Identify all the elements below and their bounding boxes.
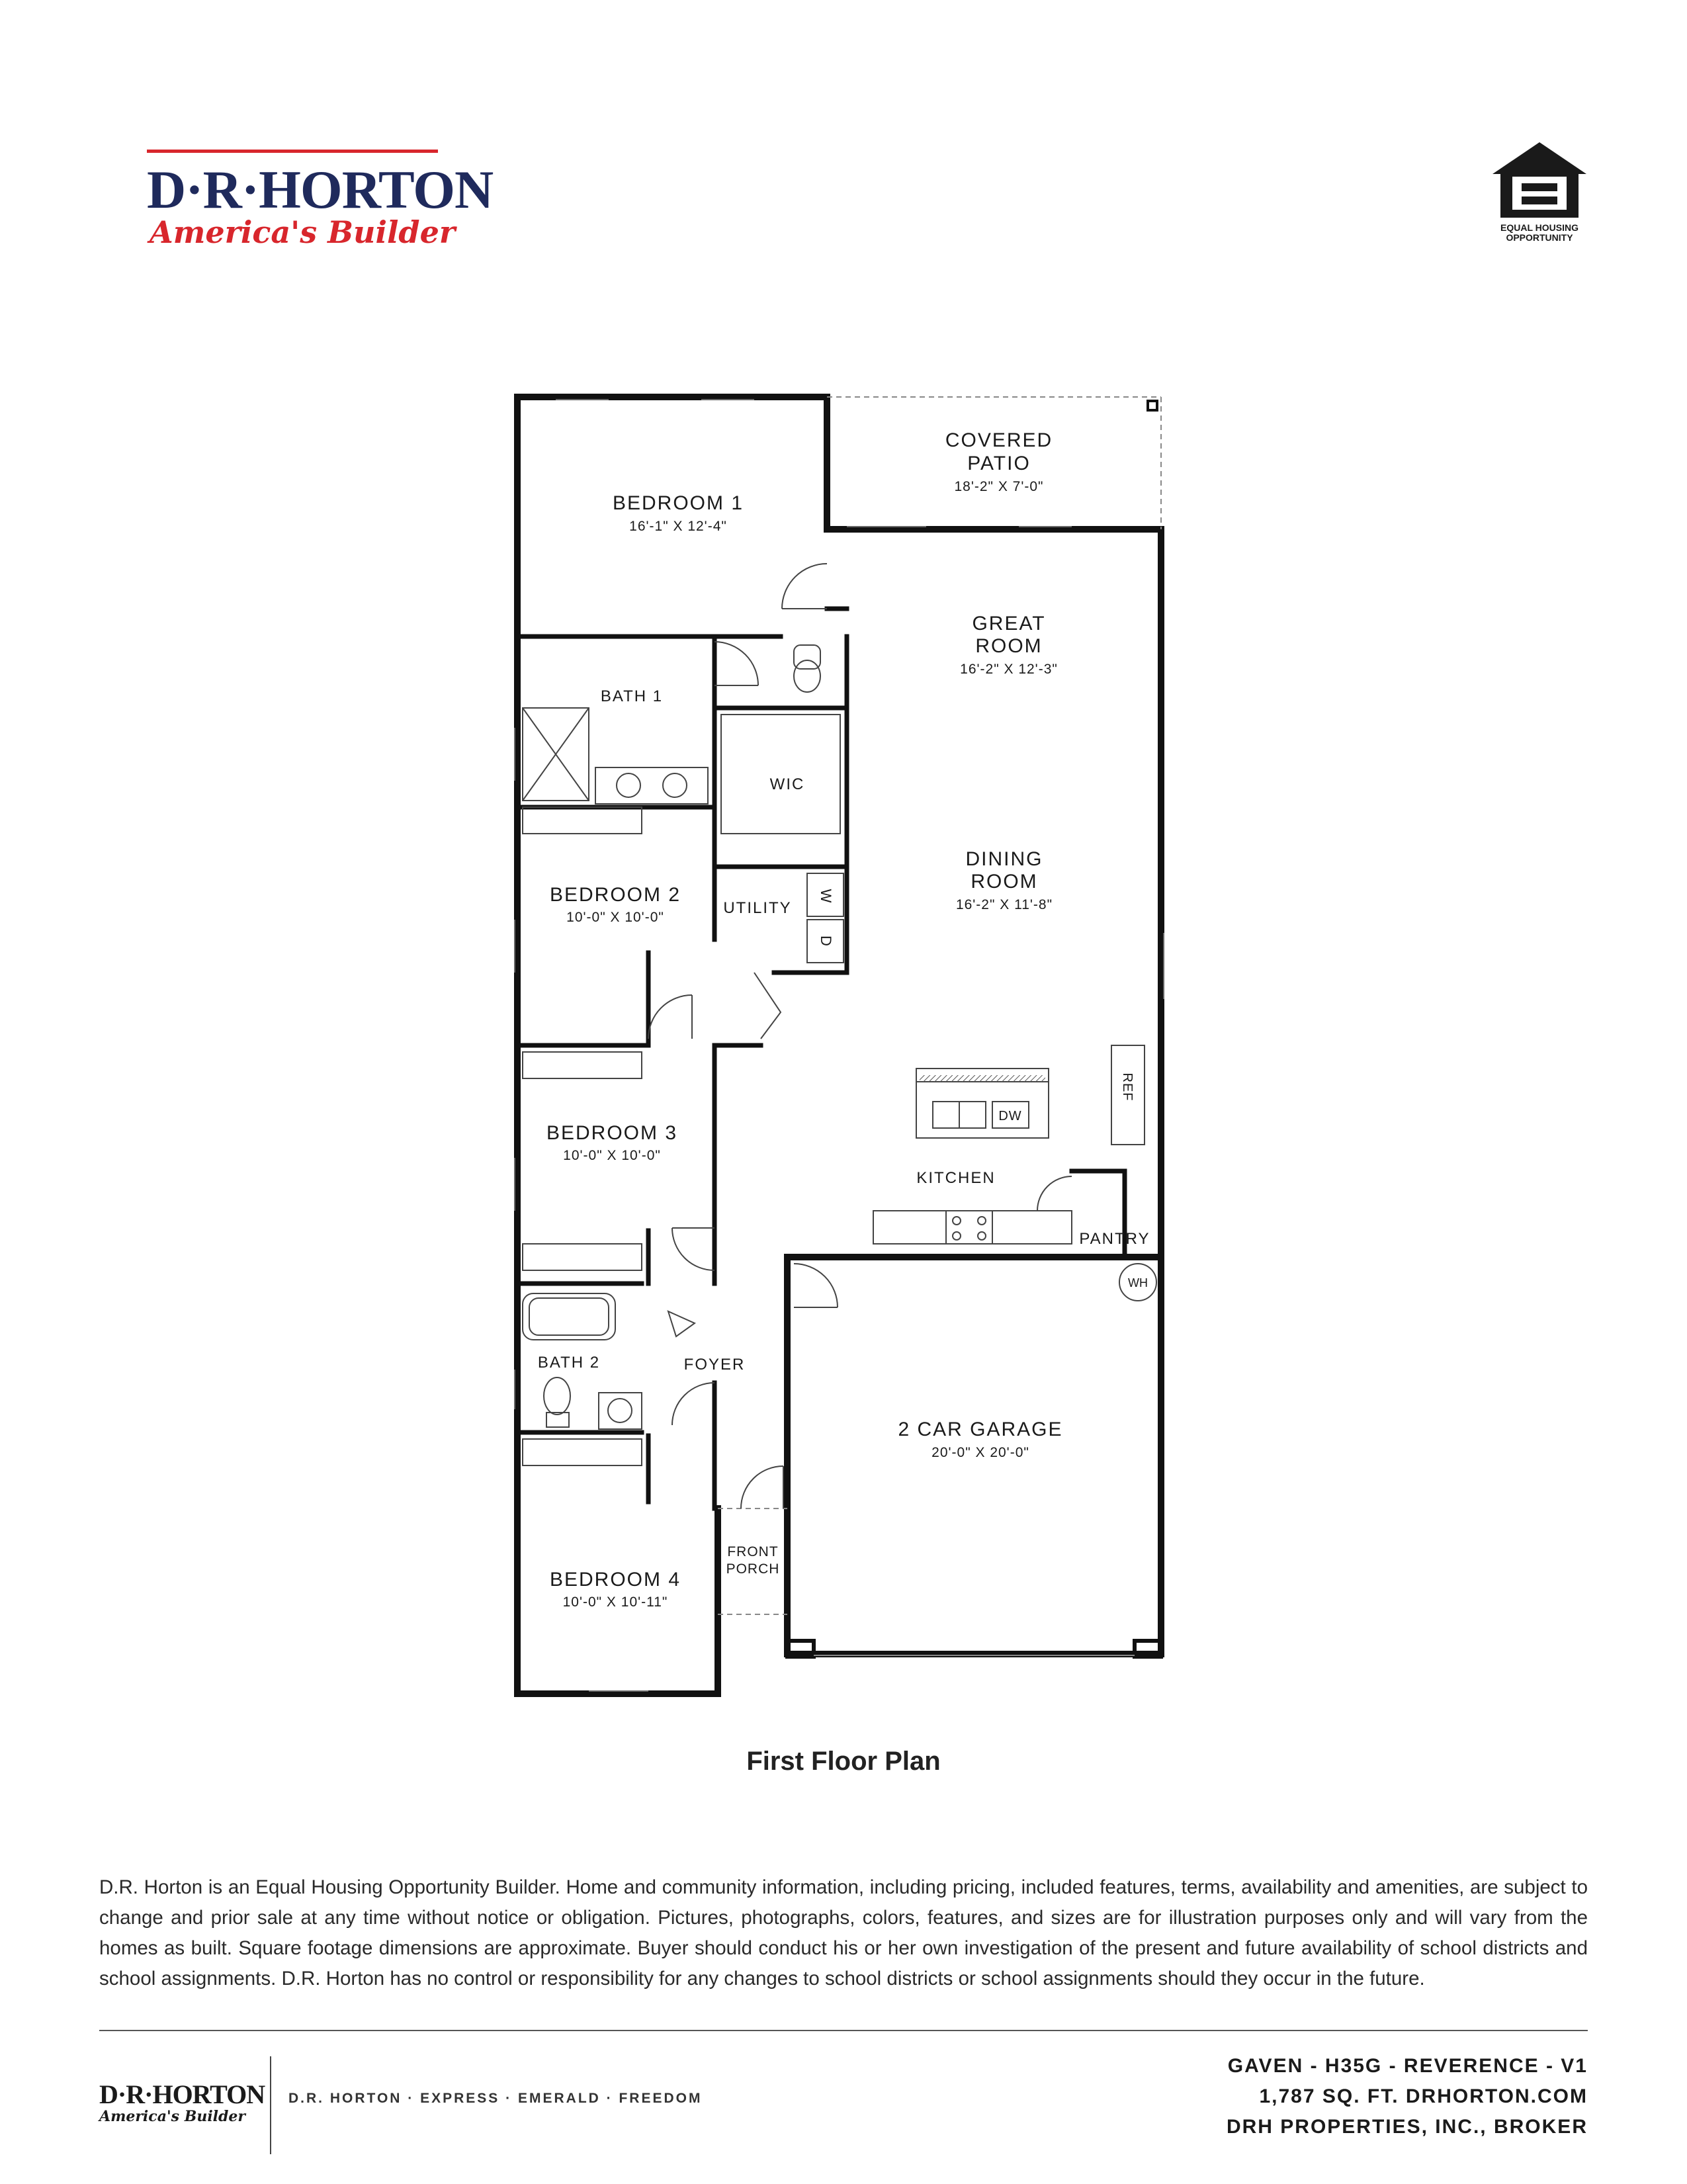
garage-label: 2 CAR GARAGE [898, 1419, 1063, 1440]
bedroom1-label: BEDROOM 1 [612, 492, 744, 514]
footer-logo-tagline: America's Builder [99, 2108, 245, 2125]
equal-housing-caption-2: OPPORTUNITY [1506, 232, 1573, 243]
pantry-label: PANTRY [1079, 1230, 1150, 1248]
footer-plan-info [1227, 2051, 1588, 2142]
drhorton-logo [147, 150, 494, 255]
footer-logo-brand-text: D·R·HORTON [99, 2079, 265, 2109]
garage-size: 20'-0" X 20'-0" [931, 1445, 1029, 1460]
bedroom3-label: BEDROOM 3 [546, 1122, 678, 1144]
covered-patio-label-1: COVERED [945, 429, 1053, 451]
plan-title: First Floor Plan [746, 1747, 941, 1776]
interior-walls [517, 609, 1125, 1508]
footer-plan-line: GAVEN - H35G - REVERENCE - V1 [1227, 2055, 1588, 2077]
utility-label: UTILITY [723, 899, 792, 917]
island-raised-bar [920, 1075, 1045, 1082]
patio-post [1148, 401, 1157, 410]
bedroom3-closet [523, 1052, 642, 1078]
refrigerator-label: REF [1120, 1072, 1135, 1102]
footer-brand-list: D.R. HORTON · EXPRESS · EMERALD · FREEDOM [288, 2091, 703, 2106]
legal-disclaimer: D.R. Horton is an Equal Housing Opportunity Builder. Home and community information, including pricing, included features, terms, availability and amenities, are subject to change and prior sale at any time without notice or obligation. Pictures, photographs, colors, features, and sizes are for illustration purposes only and will vary from the homes as built. Square footage dimensions are approximate. Buyer should conduct his or her own investigation of the present and future availability of school districts and school assignments. D.R. Horton has no control or responsibility for any changes to school districts or school assignments should they occur in the future. [99, 1876, 1588, 1989]
footer-divider [99, 2030, 1588, 2031]
logo-tagline: America's Builder [150, 214, 456, 250]
footer-broker-line: DRH PROPERTIES, INC., BROKER [1226, 2116, 1588, 2138]
water-heater-label: WH [1128, 1276, 1148, 1289]
bath1-vanity [595, 767, 708, 804]
great-room-size: 16'-2" X 12'-3" [960, 662, 1058, 677]
dining-room-label-2: ROOM [971, 871, 1038, 893]
equal-housing-logo [1491, 141, 1588, 247]
washer-label: W [818, 889, 834, 904]
great-room-label-2: ROOM [975, 635, 1043, 657]
bedroom4-size: 10'-0" X 10'-11" [562, 1594, 668, 1610]
bedroom1-size: 16'-1" X 12'-4" [629, 519, 727, 534]
wic-shelving [721, 715, 840, 834]
bedroom1-closet [523, 807, 642, 834]
range [946, 1211, 992, 1244]
covered-patio-size: 18'-2" X 7'-0" [954, 479, 1044, 494]
bedroom2-closet [523, 1244, 642, 1270]
front-porch-label-1: FRONT [727, 1544, 779, 1559]
bedroom2-size: 10'-0" X 10'-0" [566, 910, 664, 925]
bath1-label: BATH 1 [600, 687, 664, 705]
logo-brand-text: D·R·HORTON [147, 159, 494, 220]
bedroom4-closet [523, 1439, 642, 1465]
great-room-label-1: GREAT [972, 613, 1046, 634]
kitchen-label: KITCHEN [916, 1169, 996, 1187]
kitchen-counter [873, 1211, 1072, 1244]
dishwasher-label: DW [998, 1109, 1022, 1123]
equal-housing-caption-1: EQUAL HOUSING [1500, 222, 1579, 233]
covered-patio-label-2: PATIO [967, 453, 1031, 474]
dining-room-label-1: DINING [965, 848, 1043, 870]
dining-room-size: 16'-2" X 11'-8" [955, 897, 1053, 912]
first-floor-plan [503, 390, 1178, 1707]
footer-drhorton-logo [99, 2079, 265, 2132]
bath2-label: BATH 2 [537, 1354, 601, 1372]
dryer-label: D [818, 936, 834, 947]
bedroom2-label: BEDROOM 2 [549, 884, 681, 906]
front-porch-label-2: PORCH [726, 1561, 780, 1577]
bedroom3-size: 10'-0" X 10'-0" [563, 1148, 661, 1163]
bath2-toilet [544, 1377, 570, 1415]
bedroom4-label: BEDROOM 4 [549, 1569, 681, 1591]
bathtub [523, 1293, 615, 1340]
logo-rule [147, 150, 438, 153]
equal-housing-house-icon [1491, 141, 1588, 219]
footer-vertical-divider [270, 2056, 271, 2154]
foyer-label: FOYER [683, 1356, 746, 1374]
wic-label: WIC [769, 775, 805, 793]
footer-sqft-line: 1,787 SQ. FT. DRHORTON.COM [1259, 2085, 1588, 2107]
